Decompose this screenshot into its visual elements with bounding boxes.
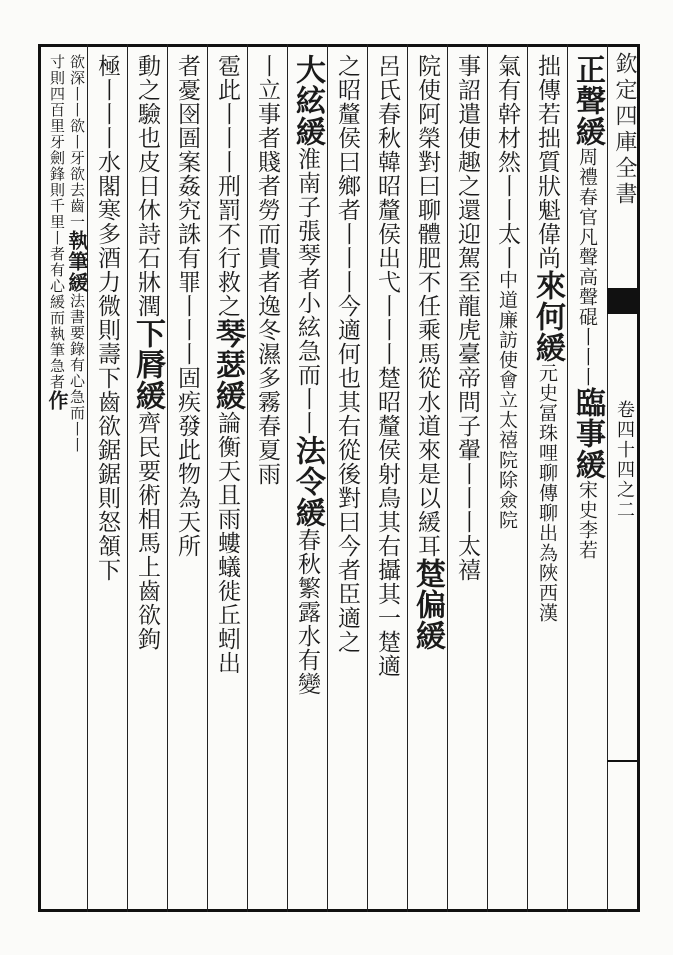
text-column: [407, 54, 447, 904]
text-column: [167, 54, 207, 904]
text-column: [367, 54, 407, 904]
entry-text: 動之驗也皮日休詩石牀潤: [134, 54, 160, 318]
margin-rule: [607, 44, 608, 912]
entry-text: 春秋繁露水有變: [294, 528, 320, 696]
text-column: [287, 54, 327, 904]
text-column: [207, 54, 247, 904]
entry-text: 周禮春官凡聲: [576, 147, 598, 267]
text-column: [87, 54, 127, 904]
entry-text: 李若: [576, 520, 598, 560]
text-subcolumn: [67, 54, 87, 904]
entry-text: 淮南子張琴者小絃急而丨丨: [294, 147, 320, 435]
entry-text: 論衡天且雨螻蟻徙丘蚓出: [214, 411, 240, 675]
entry-text: 元史冨珠哩聊傳聊出為陜西漢: [536, 363, 558, 623]
entry-heading: 琴瑟緩: [210, 318, 245, 411]
entry-text: 齊民要術相馬上齒欲鉤: [134, 411, 160, 651]
fishtail-mark: [607, 288, 640, 314]
entry-text: 宋史: [576, 480, 598, 520]
text-column: [487, 54, 527, 904]
entry-text: 丨立事者賤者勞而貴者逸: [254, 54, 280, 318]
text-column: [447, 54, 487, 904]
entry-text: 丨者有心緩而執筆急者: [48, 230, 66, 390]
margin-book-title: 欽定四庫全書: [612, 52, 637, 208]
text-column: [247, 54, 287, 904]
entry-heading: 大絃緩: [290, 54, 325, 147]
entry-text: 法書要錄有心急而丨丨: [68, 293, 86, 453]
entry-text: 丨丨丨固疾發此物為天所: [174, 294, 200, 558]
entry-text: 冬濕多霧春夏雨: [254, 318, 280, 486]
entry-text: 者憂囹圄案姦究誅有罪: [174, 54, 200, 294]
entry-heading: 法令緩: [290, 435, 325, 528]
text-column: [127, 54, 167, 904]
text-subcolumn: [47, 54, 67, 904]
entry-text: 事詔遣使趣之還迎駕至龍虎臺帝問子翬丨丨丨太禧: [454, 54, 480, 582]
entry-text: 雹此丨丨丨刑罰不行救之: [214, 54, 240, 318]
entry-text: 極丨丨丨水閣寒多酒力微: [94, 54, 120, 318]
entry-heading: 下脣緩: [130, 318, 165, 411]
entry-heading: 執筆緩: [65, 230, 89, 293]
entry-text: 拙傳若拙質狀魁偉尚: [534, 54, 560, 270]
entry-text: 呂氏春秋韓昭釐侯出弋丨丨丨䠂昭釐侯射鳥其右攝其一䠂適: [374, 54, 400, 678]
text-column: [567, 54, 607, 904]
text-column: [527, 54, 567, 904]
entry-heading: 䠂偏緩: [410, 558, 445, 651]
text-column: [327, 54, 367, 904]
entry-text: 欲深丨丨欲丨牙欲去齒一: [68, 54, 86, 230]
entry-text: 院使阿榮對曰聊體肥不任乘馬從水道來是以緩耳: [414, 54, 440, 558]
entry-text: 寸則四百里牙劍鋒則千里: [48, 54, 66, 230]
margin-lower-rule: [607, 760, 640, 770]
entry-heading: 正聲緩: [570, 54, 605, 147]
entry-text: 則壽下齒欲鋸鋸則怒頷下: [94, 318, 120, 582]
entry-heading: 臨事緩: [570, 387, 605, 480]
entry-heading: 來何緩: [530, 270, 565, 363]
entry-text: 高聲䃂丨丨丨: [576, 267, 598, 387]
entry-text: 之昭釐侯曰鄉者丨丨丨今適何也其右從後對曰今者臣適之: [334, 54, 360, 654]
margin-volume-label: 卷四十四之二: [614, 400, 635, 520]
entry-text: 中道廉訪使會立太禧院除僉院: [496, 270, 518, 530]
entry-heading: 作: [45, 390, 69, 411]
text-column: [47, 54, 87, 904]
entry-text: 氣有幹材然丨丨太丨: [494, 54, 520, 270]
